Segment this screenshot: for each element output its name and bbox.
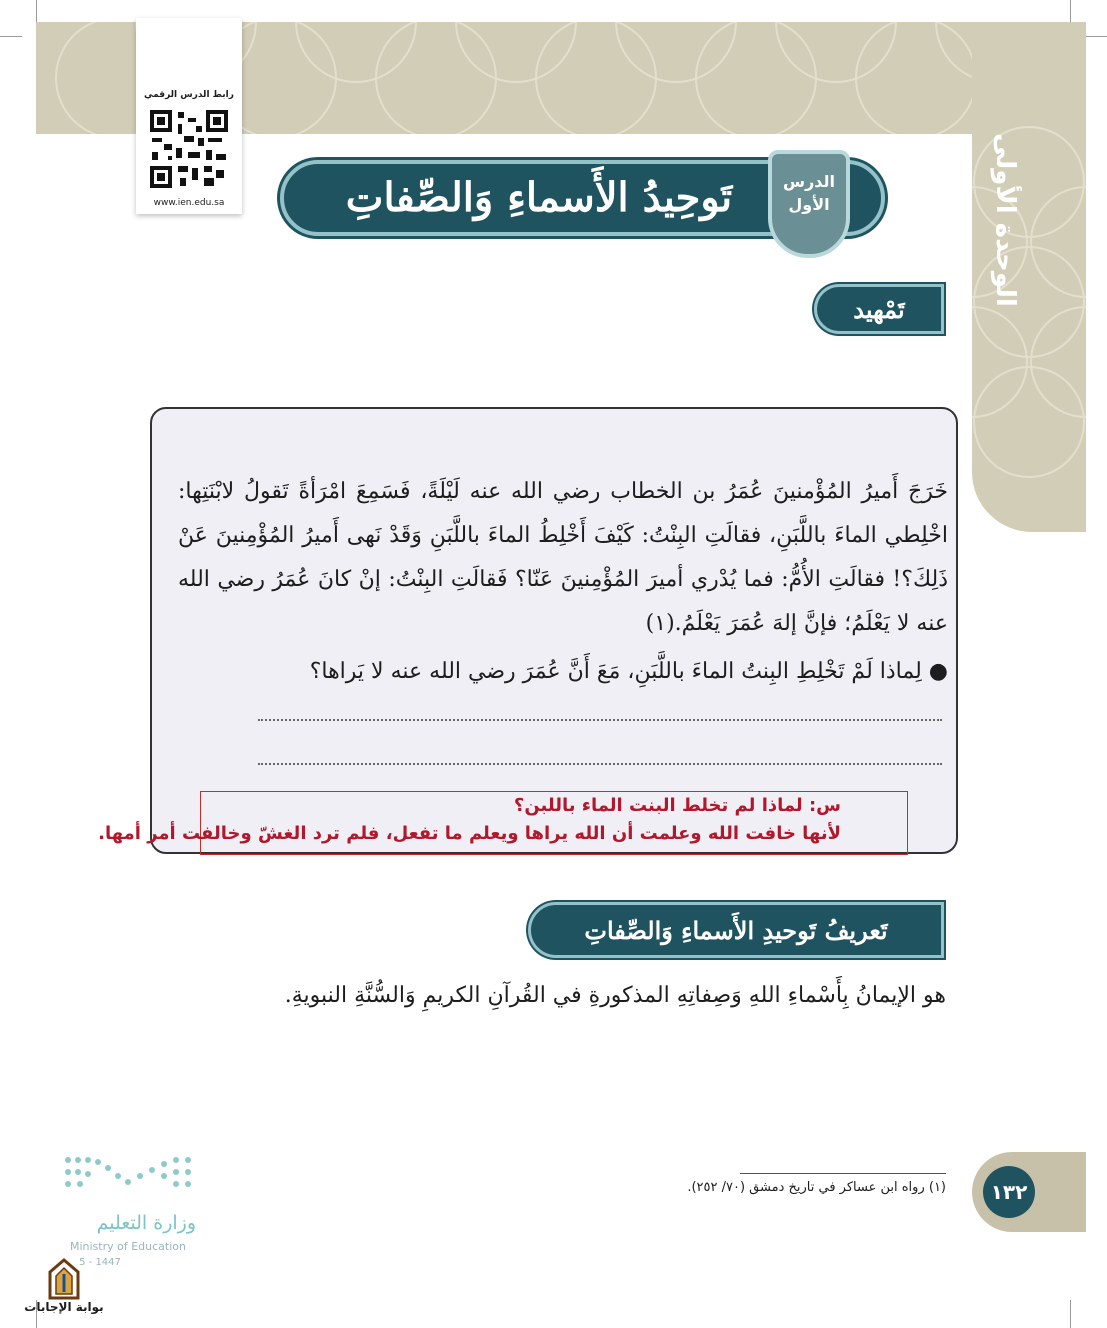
definition-heading: تَعريفُ تَوحيدِ الأَسماءِ وَالصِّفاتِ (584, 915, 888, 945)
ministry-logo-icon (60, 1152, 200, 1208)
footnote: (١) رواه ابن عساكر في تاريخ دمشق (٧٠/ ٢٥٢). (687, 1180, 946, 1195)
ministry-name-ar: وزارة التعليم (96, 1212, 196, 1234)
story-text: خَرَجَ أَميرُ المُؤْمنينَ عُمَرُ بن الخطاب رضي الله عنه لَيْلَةً، فَسَمِعَ امْرَأةً تَقولُ لابْنَتِها: اخْلِطي الماءَ باللَّبَنِ، فقالَتِ البِنْتُ: كَيْفَ أَخْلِطُ الماءَ باللَّبَنِ وَقَدْ نَهى أَميرُ المُؤْمِنينَ عَنْ ذَلِكَ؟! فقالَتِ الأُمُّ: فما يُدْري أميرَ المُؤْمِنينَ عَنّا؟ فَقالَتِ البِنْتُ: إنْ كانَ عُمَرُ رضي الله عنه لا يَعْلَمُ؛ فإنَّ إلهَ عُمَرَ يَعْلَمُ.(١) (178, 479, 948, 636)
crop-mark (0, 36, 22, 37)
ministry-year: 5 - 1447 (79, 1257, 121, 1268)
qr-url: www.ien.edu.sa (153, 198, 225, 208)
unit-title: الوحدة الأولى (990, 133, 1021, 307)
lesson-badge-line1: الدرس (782, 172, 836, 191)
crop-mark (1070, 0, 1071, 22)
intro-heading: تَمْهيد (853, 294, 905, 324)
question-text: ● لِماذا لَمْ تَخْلِطِ البِنتُ الماءَ باللَّبَنِ، مَعَ أَنَّ عُمَرَ رضي الله عنه لا يَراها؟ (309, 659, 948, 684)
footnote-divider (740, 1173, 946, 1174)
lesson-badge (768, 150, 850, 258)
crop-mark (1085, 36, 1107, 37)
definition-text: هو الإيمانُ بِأَسْماءِ اللهِ وَصِفاتِهِ المذكورةِ في القُرآنِ الكريمِ وَالسُّنَّةِ النبويةِ. (284, 983, 946, 1008)
qr-label: رابط الدرس الرقمي (144, 90, 234, 100)
site-watermark: بوابة الإجابات (24, 1300, 104, 1314)
answer-line[interactable] (258, 763, 942, 765)
ministry-name-en: Ministry of Education (69, 1240, 186, 1253)
definition-heading-tab (528, 902, 944, 958)
qr-code-icon[interactable] (148, 108, 230, 190)
page-number: ١٣٢ (983, 1166, 1035, 1218)
lesson-title: تَوحِيدُ الأَسماءِ وَالصِّفاتِ (345, 174, 733, 221)
answer-box (98, 791, 908, 855)
qr-card[interactable] (136, 18, 242, 214)
answer-line[interactable] (258, 719, 942, 721)
site-logo-icon (44, 1258, 84, 1302)
lesson-badge-line2: الأول (788, 195, 830, 214)
crop-mark (1070, 1300, 1071, 1328)
answer-question: س: لماذا لم تخلط البنت الماء باللبن؟ (513, 795, 841, 816)
crop-mark (36, 0, 37, 22)
answer-text: لأنها خافت الله وعلمت أن الله يراها ويعلم ما تفعل، فلم ترد الغشّ وخالفت أمر أمها. (98, 823, 841, 844)
intro-heading-tab (814, 284, 944, 334)
